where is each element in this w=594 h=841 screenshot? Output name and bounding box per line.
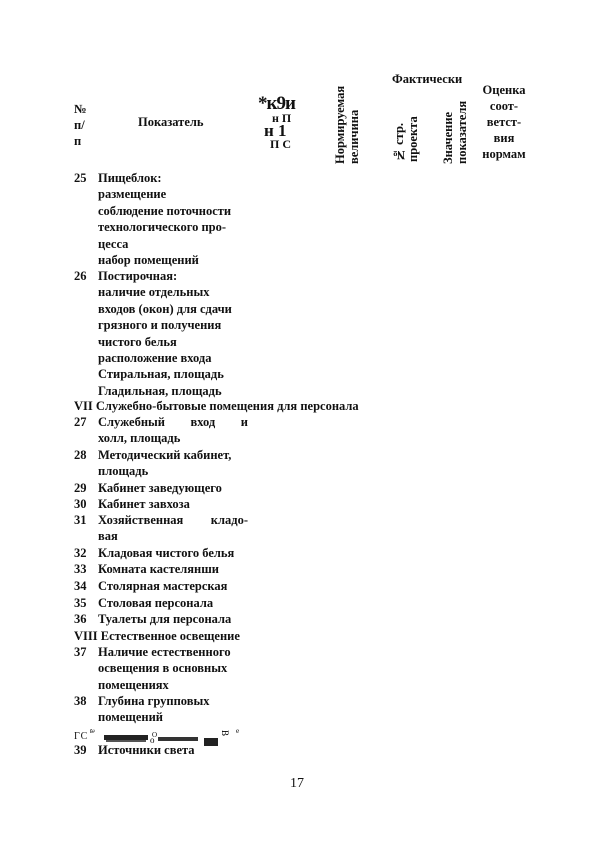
formula-line-2: н П [272,111,292,125]
header-formula [258,95,318,150]
row-text: Наличие естественного освещения в основных помещениях [98,645,231,692]
row-text: Кабинет заведующего [98,481,222,495]
svg-text:е: е [236,727,240,735]
row-text: Хозяйственная кладо- вая [98,513,248,544]
garbled-prefix: ГС [74,731,89,742]
header-page-ref: № стр. проекта [392,116,420,162]
row-number: 38 [74,694,87,708]
row-number: 39 [74,743,87,757]
row-text: Методический кабинет, площадь [98,448,232,479]
formula-line-3: н 1 [264,121,287,140]
row-number: 32 [74,546,87,560]
row-number: 30 [74,497,87,511]
justified-line: Хозяйственная кладо- [98,513,248,527]
row-text: Глубина групповых помещений [98,694,210,725]
page-number: 17 [290,776,304,791]
section-heading: VIII Естественное освещение [74,629,240,643]
row-text: Туалеты для персонала [98,612,232,626]
row-text: Пищеблок: размещение соблюдение поточности технологического про- цесса набор помещений [98,171,232,268]
header-actual: Фактически [392,72,463,86]
row-number: 29 [74,481,87,495]
row-number: 28 [74,448,87,462]
row-number: 27 [74,415,87,429]
section-heading: VII Служебно-бытовые помещения для персонала [74,399,359,413]
row-number: 33 [74,562,87,576]
svg-text:О: О [152,731,158,739]
header-normative: Нормируемая величина [333,85,361,164]
header-num-col: № п/ п [74,102,87,148]
row-number: 37 [74,645,87,659]
justified-line: Служебный вход и [98,415,248,429]
row-text: Столовая персонала [98,596,214,610]
row-text: Служебный вход и холл, площадь [98,415,248,446]
formula-line-4: П С [270,137,291,151]
header-indicator: Показатель [138,115,204,129]
svg-text:а: а [88,729,98,733]
row-number: 35 [74,596,87,610]
svg-text:В: В [220,730,230,737]
row-text: Комната кастелянши [98,562,219,576]
row-number: 26 [74,269,87,283]
row-number: 25 [74,171,87,185]
row-text: Постирочная: наличие отдельных входов (окон) для сдачи грязного и получения чистого белья расположение входа Стиральная, площадь Гладильная, площадь [98,269,232,398]
formula-line-1: *к9и [258,93,295,114]
row-text: Источники света [98,743,195,757]
svg-text:о: о [150,735,155,745]
row-number: 34 [74,579,87,593]
header-assessment: Оценка соот- ветст- вия нормам [482,83,526,161]
row-number: 31 [74,513,87,527]
row-text: Кладовая чистого белья [98,546,235,560]
row-text: Столярная мастерская [98,579,228,593]
row-text: Кабинет завхоза [98,497,190,511]
row-number: 36 [74,612,87,626]
header-value: Значение показателя [441,100,469,164]
